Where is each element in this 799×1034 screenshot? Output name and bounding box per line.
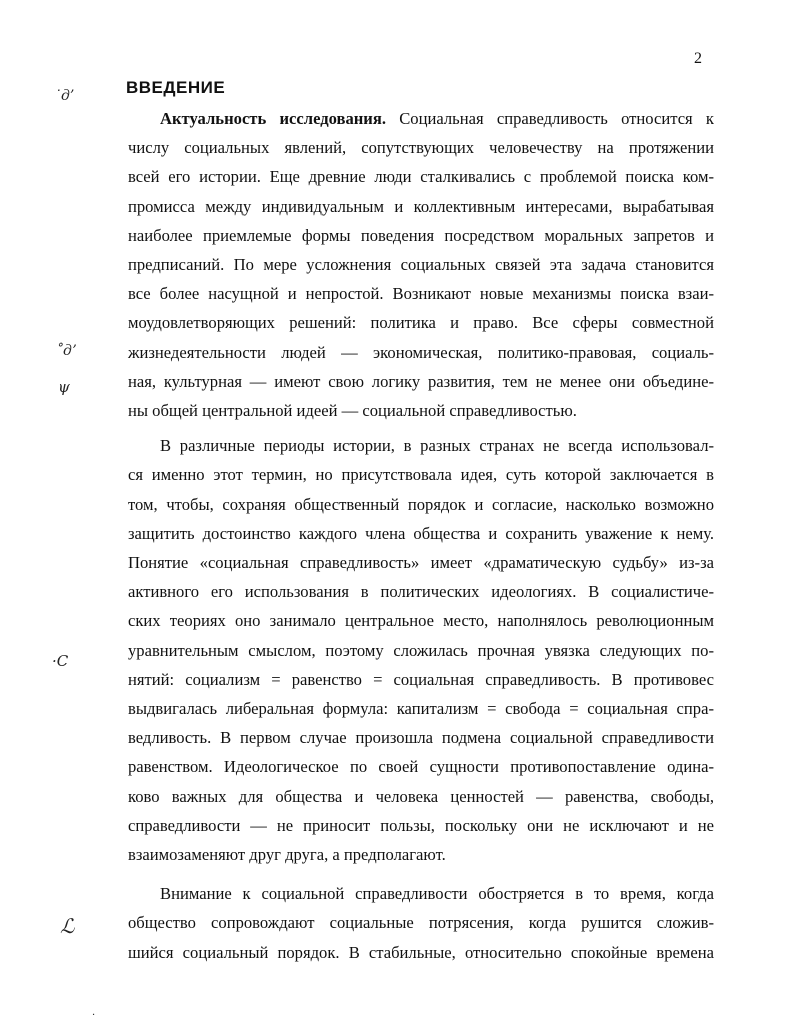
- text-line: предписаний. По мере усложнения социальных связей эта задача становится: [128, 255, 714, 275]
- text-line: равенством. Идеологическое по своей сущности противопоставление одина-: [128, 757, 714, 777]
- text-line: том, чтобы, сохраняя общественный порядок и согласие, насколько возможно: [128, 494, 714, 514]
- paragraph-3: [128, 879, 714, 967]
- margin-mark: ℒ: [60, 914, 75, 938]
- margin-mark: ·С: [52, 652, 69, 670]
- text-line: ских теориях оно занимало центральное место, наполнялось революционным: [128, 611, 714, 631]
- text-line: общество сопровождают социальные потрясения, когда рушится сложив-: [128, 913, 714, 933]
- text-line: все более насущной и непростой. Возникают новые механизмы поиска взаи-: [128, 284, 714, 304]
- text-line: промисса между индивидуальным и коллективным интересами, вырабатывая: [128, 196, 714, 216]
- paragraph-2: [128, 431, 714, 869]
- text-line: справедливости — не приносит пользы, поскольку они не исключают и не: [128, 815, 714, 835]
- text-line: В различные периоды истории, в разных странах не всегда использовал-: [160, 436, 714, 456]
- text-line: [128, 104, 714, 133]
- text-line: ны общей центральной идеей — социальной справедливостью.: [128, 401, 577, 421]
- margin-mark: ˚дʼ: [56, 343, 77, 359]
- margin-mark: ˙д’: [54, 88, 75, 104]
- page-number: 2: [694, 50, 702, 67]
- margin-mark: ·: [92, 1010, 96, 1021]
- text-line: ково важных для общества и человека ценностей — равенства, свободы,: [128, 786, 714, 806]
- text-line: Внимание к социальной справедливости обостряется в то время, когда: [160, 884, 714, 904]
- text-line: ная, культурная — имеют свою логику развития, тем не менее они объедине-: [128, 371, 714, 391]
- text-line: шийся социальный порядок. В стабильные, относительно спокойные времена: [128, 942, 714, 962]
- text-line: выдвигалась либеральная формула: капитализм = свобода = социальная спра-: [128, 699, 714, 719]
- text-line: ведливость. В первом случае произошла подмена социальной справедливости: [128, 728, 714, 748]
- margin-mark: ψ: [58, 378, 70, 396]
- text-line: моудовлетворяющих решений: политика и право. Все сферы совместной: [128, 313, 714, 333]
- text-line: ся именно этот термин, но присутствовала идея, суть которой заключается в: [128, 465, 714, 485]
- paragraph-1: [128, 104, 714, 425]
- text-line: числу социальных явлений, сопутствующих человечеству на протяжении: [128, 138, 714, 158]
- text-line: жизнедеятельности людей — экономическая, политико-правовая, социаль-: [128, 342, 714, 362]
- text-line: активного его использования в политических идеологиях. В социалистиче-: [128, 582, 714, 602]
- text-line: всей его истории. Еще древние люди сталкивались с проблемой поиска ком-: [128, 167, 714, 187]
- text-line: наиболее приемлемые формы поведения посредством моральных запретов и: [128, 225, 714, 245]
- text-line: нятий: социализм = равенство = социальная справедливость. В противовес: [128, 669, 714, 689]
- text-line: Понятие «социальная справедливость» имеет «драматическую судьбу» из-за: [128, 553, 714, 573]
- section-heading: ВВЕДЕНИЕ: [126, 78, 226, 97]
- document-body: [128, 104, 714, 967]
- text-line: защитить достоинство каждого члена общества и сохранить уважение к нему.: [128, 523, 714, 543]
- lead-phrase: Актуальность исследования.: [160, 109, 386, 128]
- text-line: взаимозаменяют друг друга, а предполагают.: [128, 845, 446, 865]
- text-line: уравнительным смыслом, поэтому сложилась прочная увязка следующих по-: [128, 640, 714, 660]
- text-fragment: Социальная справедливость относится к: [386, 109, 714, 128]
